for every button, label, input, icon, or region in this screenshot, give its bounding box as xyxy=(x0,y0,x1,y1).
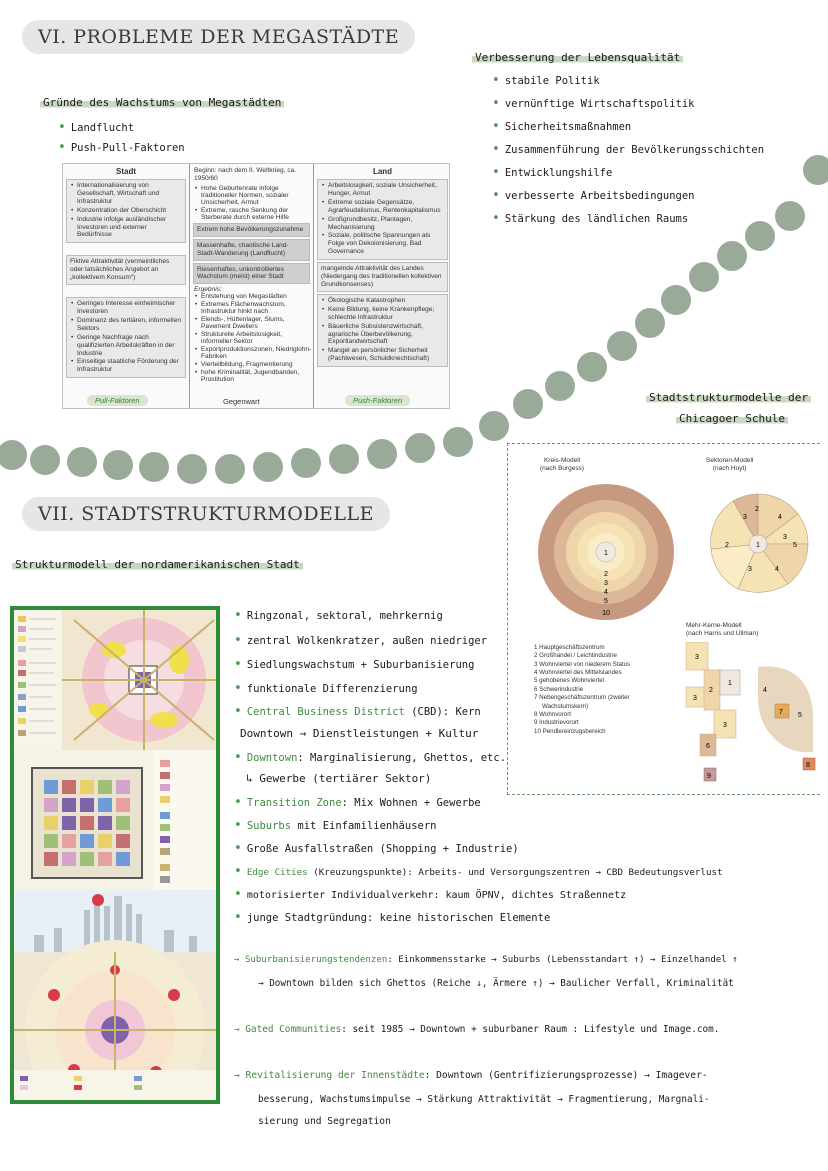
legend-item: 6 Schwerindustrie xyxy=(534,685,584,693)
push-factors-label: Push-Faktoren xyxy=(345,395,410,406)
legend-item: 5 gehobenes Wohnviertel xyxy=(534,677,605,685)
decorative-dot xyxy=(215,454,245,484)
decorative-dot xyxy=(443,427,473,457)
legend-item: Wachstumskern) xyxy=(542,702,589,710)
quality-bullet-7: • Stärkung des ländlichen Raums xyxy=(492,211,688,226)
ring-label-10: 10 xyxy=(602,610,610,617)
decorative-dot xyxy=(717,241,747,271)
nordam-bullet-7: • Downtown: Marginalisierung, Ghettos, etc. xyxy=(234,750,506,765)
mid-item: • Elends-, Hüttenlager, Slums, Pavement Dwellers xyxy=(194,316,313,330)
chicago-title-line1: Stadtstrukturmodelle der xyxy=(646,391,811,404)
growth-bullet-2: • Push-Pull-Faktoren xyxy=(58,140,185,155)
land-item: • Bäuerliche Subsistenzwirtschaft, agrarische Überbevölkerung, Exportlandwirtschaft xyxy=(321,323,444,347)
nordam-line-6: Downtown → Dienstleistungen + Kultur xyxy=(240,727,479,740)
land-item: • Soziale, politische Spannungen als Folge von Dekolonisierung, Bad Governance xyxy=(321,232,444,256)
diagram-mid-box-3: Riesenhaftes, unkontrolliertes Wachstum (meist) einer Stadt xyxy=(193,263,310,285)
mid-item: • Hohe Geburtenrate infolge traditioneller Normen, sozialer Unsicherheit, Armut xyxy=(194,185,313,206)
svg-text:1: 1 xyxy=(756,542,760,549)
stadt-item: • Dominanz des tertiären, informellen Sektors xyxy=(70,317,182,333)
decorative-dot xyxy=(635,308,665,338)
chicago-models-panel xyxy=(507,443,820,795)
svg-text:8: 8 xyxy=(806,762,810,769)
svg-text:3: 3 xyxy=(695,654,699,661)
legend-item: 8 Wohnvorort xyxy=(534,710,572,718)
stadt-item: • Geringes Interesse einheimischer Investoren xyxy=(70,300,182,316)
suburbanisierung-note: → Suburbanisierungstendenzen: Einkommensstarke → Suburbs (Lebensstandart ↑) → Einzelhandel ↑ xyxy=(234,955,738,965)
land-item: • Arbeitslosigkeit, soziale Unsicherheit, Hunger, Armut xyxy=(321,182,444,198)
section-header-megastaedte: VI. PROBLEME DER MEGASTÄDTE xyxy=(22,20,415,54)
quality-bullet-1: • stabile Politik xyxy=(492,73,600,88)
mid-item: • Exportproduktionszonen, Niedriglohn-Fabriken xyxy=(194,346,313,360)
nordam-line-8: ↳ Gewerbe (tertiärer Sektor) xyxy=(246,772,432,785)
decorative-dot xyxy=(67,447,97,477)
decorative-dot xyxy=(177,454,207,484)
decorative-dot xyxy=(803,155,828,185)
nordam-bullet-13: • motorisierter Individualverkehr: kaum ÖPNV, dichtes Straßennetz xyxy=(234,887,626,902)
gegenwart-label: Gegenwart xyxy=(223,397,260,406)
diagram-stadt-column xyxy=(63,164,189,392)
svg-text:3: 3 xyxy=(743,514,747,521)
land-item: • Extreme soziale Gegensätze, Agrarfeudalismus, Rentenkapitalismus xyxy=(321,199,444,215)
chicago-legend xyxy=(534,644,630,736)
diagram-stadt-box-2: Fiktive Attraktivität (vermeintliches oder tatsächliches Angebot an „kollektivem Konsum“) xyxy=(66,255,186,285)
diagram-stadt-box-1 xyxy=(66,179,186,243)
nordam-title: Strukturmodell der nordamerikanischen Stadt xyxy=(12,558,303,571)
nordam-city-model-map xyxy=(10,606,220,1104)
decorative-dot xyxy=(139,452,169,482)
legend-item: 4 Wohnviertel des Mittelstandes xyxy=(534,669,622,677)
diagram-land-box-3 xyxy=(317,294,448,367)
stadt-item: • Industrie infolge ausländischer Investoren und externer Bedürfnisse xyxy=(70,216,182,240)
svg-text:4: 4 xyxy=(763,687,767,694)
diagram-stadt-title: Stadt xyxy=(116,167,136,176)
quality-title: Verbesserung der Lebensqualität xyxy=(472,51,683,64)
quality-bullet-4: • Zusammenführung der Bevölkerungsschichten xyxy=(492,142,764,157)
revitalisierung-note: → Revitalisierung der Innenstädte: Downtown (Gentrifizierungsprozesse) → Imagever- xyxy=(234,1070,708,1081)
decorative-dot xyxy=(607,331,637,361)
diagram-land-column xyxy=(314,164,450,392)
land-item: • Ökologische Katastrophen xyxy=(321,297,444,305)
legend-item: 2 Großhandel / Leichtindustrie xyxy=(534,652,617,660)
legend-item: 10 Pendlereinzugsbereich xyxy=(534,727,606,735)
chicago-title-line2: Chicagoer Schule xyxy=(676,412,788,425)
decorative-dot xyxy=(405,433,435,463)
svg-text:3: 3 xyxy=(693,695,697,702)
svg-text:3: 3 xyxy=(783,534,787,541)
kreis-model-title: Kreis-Modell (nach Burgess) xyxy=(540,457,585,472)
ring-label-2: 2 xyxy=(604,571,608,578)
land-item: • Keine Bildung, keine Krankenpflege; schlechte Infrastruktur xyxy=(321,306,444,322)
nordam-bullet-10: • Suburbs mit Einfamilienhäusern xyxy=(234,818,437,833)
sektor-model-diagram xyxy=(703,489,813,599)
growth-title: Gründe des Wachstums von Megastädten xyxy=(40,96,284,109)
decorative-dot xyxy=(0,440,27,470)
diagram-land-title: Land xyxy=(372,167,393,176)
quality-bullet-3: • Sicherheitsmaßnahmen xyxy=(492,119,631,134)
decorative-dot xyxy=(577,352,607,382)
mid-item: • Strukturelle Arbeitslosigkeit, informeller Sektor xyxy=(194,331,313,345)
nordam-bullet-11: • Große Ausfallstraßen (Shopping + Industrie) xyxy=(234,841,519,856)
nordam-bullet-1: • Ringzonal, sektoral, mehrkernig xyxy=(234,608,443,623)
decorative-dot xyxy=(775,201,805,231)
legend-item: 3 Wohnviertel von niederem Status xyxy=(534,660,631,668)
decorative-dot xyxy=(545,371,575,401)
diagram-stadt-box-3 xyxy=(66,297,186,378)
svg-text:2: 2 xyxy=(755,506,759,513)
ring-label-4: 4 xyxy=(604,589,608,596)
nordam-bullet-5: • Central Business District (CBD): Kern xyxy=(234,704,481,719)
svg-text:2: 2 xyxy=(709,687,713,694)
sektor-model-title: Sektoren-Modell (nach Hoyt) xyxy=(706,457,754,472)
diagram-land-box-2: mangelnde Attraktivität des Landes (Niedergang des traditionellen kollektiven Grundkonsenses) xyxy=(317,262,448,292)
nordam-bullet-3: • Siedlungswachstum + Suburbanisierung xyxy=(234,657,474,672)
svg-text:3: 3 xyxy=(723,722,727,729)
decorative-dot xyxy=(291,448,321,478)
stadt-item: • Konzentration der Oberschicht xyxy=(70,207,182,215)
quality-bullet-5: • Entwicklungshilfe xyxy=(492,165,612,180)
nordam-bullet-4: • funktionale Differenzierung xyxy=(234,681,418,696)
section-header-stadtstrukturmodelle: VII. STADTSTRUKTURMODELLE xyxy=(22,497,390,531)
diagram-mid-box-1: Extrem hohe Bevölkerungszunahme xyxy=(193,223,310,237)
decorative-dot xyxy=(661,285,691,315)
land-item: • Großgrundbesitz, Plantagen, Mechanisierung xyxy=(321,216,444,232)
decorative-dot xyxy=(689,262,719,292)
decorative-dot xyxy=(745,221,775,251)
decorative-dot xyxy=(253,452,283,482)
diagram-mid-box-2: Massenhafte, chaotische Land-Stadt-Wanderung (Landflucht) xyxy=(193,239,310,261)
growth-bullet-1: • Landflucht xyxy=(58,120,134,135)
nordam-bullet-2: • zentral Wolkenkratzer, außen niedriger xyxy=(234,633,487,648)
diagram-mid-column xyxy=(190,164,313,392)
mid-item: • Extreme, rasche Senkung der Sterberate durch externe Hilfe xyxy=(194,207,313,221)
mid-item: • Vierteilbildung, Fragmentierung xyxy=(194,361,313,368)
svg-text:5: 5 xyxy=(798,712,802,719)
city-map-graphic xyxy=(14,610,216,1100)
kreis-model-diagram xyxy=(536,482,676,622)
mid-item: • Extremes Flächenwachstum, Infrastruktur hinkt nach xyxy=(194,301,313,315)
svg-text:9: 9 xyxy=(707,773,711,780)
decorative-dot xyxy=(30,445,60,475)
nordam-bullet-12: • Edge Cities (Kreuzungspunkte): Arbeits- und Versorgungszentren → CBD Bedeutungsverlust xyxy=(234,864,723,879)
svg-text:1: 1 xyxy=(728,680,732,687)
legend-item: 9 Industrievorort xyxy=(534,719,579,727)
stadt-item: • Internationalisierung von Gesellschaft, Wirtschaft und Infrastruktur xyxy=(70,182,182,206)
legend-item: 7 Nebengeschäftszentrum (zweiter xyxy=(534,694,630,702)
svg-text:4: 4 xyxy=(778,514,782,521)
diagram-mid-title: Beginn: nach dem II. Weltkrieg, ca. 1950/60 xyxy=(194,167,297,182)
gated-communities-note: → Gated Communities: seit 1985 → Downtown + suburbaner Raum : Lifestyle und Image.com. xyxy=(234,1024,720,1035)
decorative-dot xyxy=(479,411,509,441)
nordam-bullet-9: • Transition Zone: Mix Wohnen + Gewerbe xyxy=(234,795,481,810)
ring-label-1: 1 xyxy=(604,550,608,557)
revitalisierung-note-3: sierung und Segregation xyxy=(258,1116,391,1127)
ring-label-3: 3 xyxy=(604,580,608,587)
svg-text:6: 6 xyxy=(706,743,710,750)
decorative-dot xyxy=(329,444,359,474)
decorative-dot xyxy=(103,450,133,480)
mid-item: • Entstehung von Megastädten xyxy=(194,293,313,300)
svg-text:2: 2 xyxy=(725,542,729,549)
mehrkern-model-diagram xyxy=(678,642,818,787)
mehrkern-model-title: Mehr-Kerne-Modell (nach Harris und Ullman) xyxy=(686,622,759,637)
decorative-dot xyxy=(367,439,397,469)
svg-text:3: 3 xyxy=(748,566,752,573)
mid-item: • hohe Kriminalität, Jugendbanden, Prostitution xyxy=(194,369,313,383)
diagram-ergebnis: Ergebnis: xyxy=(194,286,222,294)
svg-text:7: 7 xyxy=(779,709,783,716)
revitalisierung-note-2: besserung, Wachstumsimpulse → Stärkung Attraktivität → Fragmentierung, Margnali- xyxy=(258,1094,710,1105)
suburbanisierung-note-2: → Downtown bilden sich Ghettos (Reiche ↓, Ärmere ↑) → Baulicher Verfall, Kriminalität xyxy=(258,978,734,989)
decorative-dot xyxy=(513,389,543,419)
quality-bullet-6: • verbesserte Arbeitsbedingungen xyxy=(492,188,694,203)
stadt-item: • Einseitige staatliche Förderung der Infrastruktur xyxy=(70,358,182,374)
quality-bullet-2: • vernünftige Wirtschaftspolitik xyxy=(492,96,694,111)
stadt-item: • Geringe Nachfrage nach qualifizierten Arbeitskräften in der Industrie xyxy=(70,334,182,358)
land-item: • Mangel an persönlicher Sicherheit (Pachtwesen, Schuldknechtschaft) xyxy=(321,347,444,363)
legend-item: 1 Hauptgeschäftszentrum xyxy=(534,644,605,651)
push-pull-diagram xyxy=(62,163,450,409)
nordam-bullet-14: • junge Stadtgründung: keine historischen Elemente xyxy=(234,910,550,925)
ring-label-5: 5 xyxy=(604,598,608,605)
svg-text:4: 4 xyxy=(775,566,779,573)
svg-text:5: 5 xyxy=(793,542,797,549)
diagram-land-box-1 xyxy=(317,179,448,260)
pull-factors-label: Pull-Faktoren xyxy=(87,395,148,406)
